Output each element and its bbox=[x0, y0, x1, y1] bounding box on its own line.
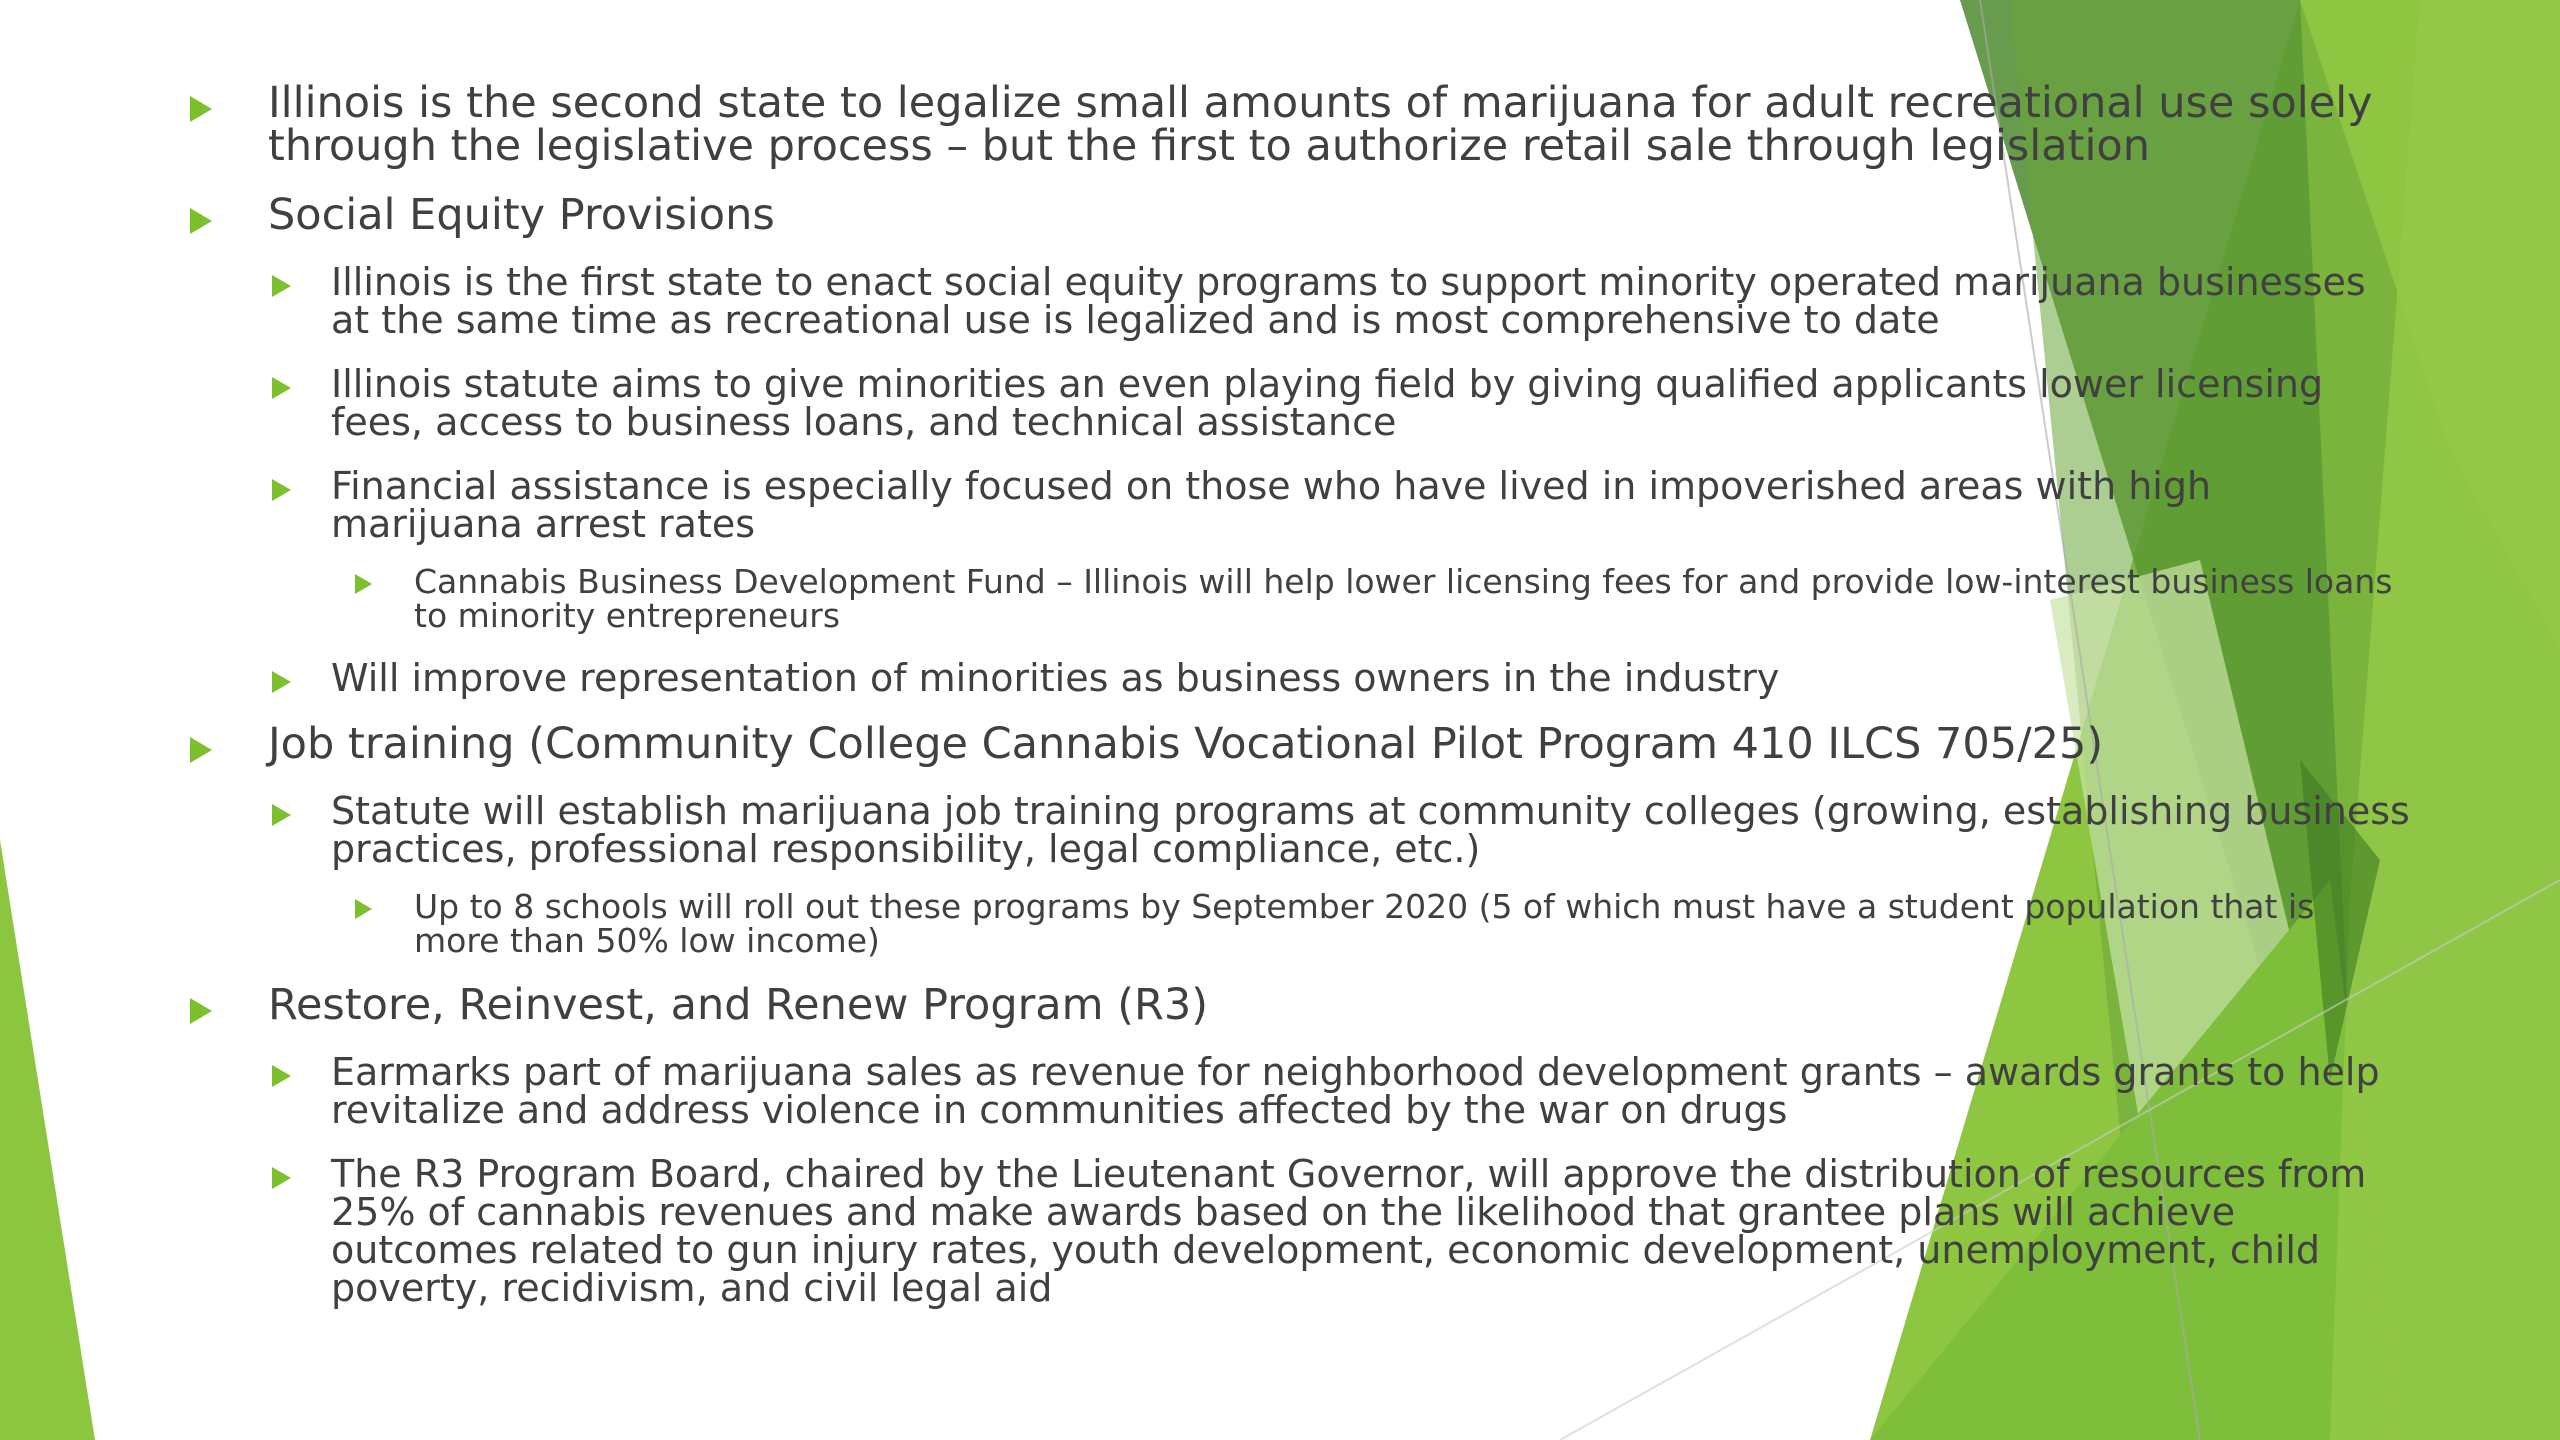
sub-bullet-item bbox=[272, 789, 2410, 871]
sub-bullet-item bbox=[272, 1152, 2410, 1310]
sub-bullet-item bbox=[272, 1050, 2410, 1132]
sub-sub-bullet-item bbox=[355, 887, 2410, 960]
bullet-text: Illinois is the first state to enact social equity programs to support minority operated marijuana businesses at the same time as recreational use is legalized and is most comprehensive to date bbox=[331, 260, 2366, 342]
sub-bullet-item bbox=[272, 260, 2410, 342]
bullet-text: Illinois statute aims to give minorities an even playing field by giving qualified applicants lower licensing fees, access to business loans, and technical assistance bbox=[331, 362, 2324, 444]
bullet-text: Earmarks part of marijuana sales as revenue for neighborhood development grants – awards grants to help revitalize and address violence in communities affected by the war on drugs bbox=[331, 1050, 2380, 1132]
triangle-bullet-icon bbox=[190, 998, 212, 1024]
triangle-bullet-icon bbox=[355, 899, 372, 919]
sub-bullet-item bbox=[272, 656, 2410, 700]
bullet-text: Cannabis Business Development Fund – Illinois will help lower licensing fees for and provide low-interest business loans to minority entrepreneurs bbox=[414, 562, 2393, 635]
bullet-text: Financial assistance is especially focused on those who have lived in impoverished areas with high marijuana arrest rates bbox=[331, 464, 2212, 546]
sub-sub-bullet-item bbox=[355, 562, 2410, 635]
bullet-text: Up to 8 schools will roll out these programs by September 2020 (5 of which must have a student population that is more than 50% low income) bbox=[414, 887, 2315, 960]
triangle-bullet-icon bbox=[190, 96, 212, 122]
bullet-item bbox=[190, 719, 2410, 769]
triangle-bullet-icon bbox=[355, 574, 372, 594]
triangle-bullet-icon bbox=[272, 377, 291, 399]
triangle-bullet-icon bbox=[272, 804, 291, 826]
triangle-bullet-icon bbox=[190, 737, 212, 763]
triangle-bullet-icon bbox=[272, 275, 291, 297]
bullet-item bbox=[190, 980, 2410, 1030]
left-edge-facet bbox=[0, 840, 95, 1440]
triangle-bullet-icon bbox=[272, 1065, 291, 1087]
bullet-text: Social Equity Provisions bbox=[268, 190, 775, 240]
bullet-text: Restore, Reinvest, and Renew Program (R3) bbox=[268, 980, 1208, 1030]
bullet-item bbox=[190, 78, 2410, 171]
bullet-text: The R3 Program Board, chaired by the Lieutenant Governor, will approve the distribution of resources from 25% of cannabis revenues and make awards based on the likelihood that grantee plans will achieve outcomes related to gun injury rates, youth development, economic development, unemployment, child poverty, recidivism, and civil legal aid bbox=[331, 1152, 2367, 1310]
bullet-text: Illinois is the second state to legalize small amounts of marijuana for adult recreational use solely through the legislative process – but the first to authorize retail sale through legislation bbox=[268, 78, 2373, 171]
bullet-text: Will improve representation of minorities as business owners in the industry bbox=[331, 656, 1780, 700]
bullet-item bbox=[190, 190, 2410, 240]
sub-bullet-item bbox=[272, 464, 2410, 546]
triangle-bullet-icon bbox=[190, 208, 212, 234]
triangle-bullet-icon bbox=[272, 671, 291, 693]
bullet-list bbox=[190, 78, 2410, 1310]
triangle-bullet-icon bbox=[272, 1167, 291, 1189]
sub-bullet-item bbox=[272, 362, 2410, 444]
triangle-bullet-icon bbox=[272, 479, 291, 501]
bullet-text: Job training (Community College Cannabis Vocational Pilot Program 410 ILCS 705/25) bbox=[268, 719, 2104, 769]
bullet-text: Statute will establish marijuana job training programs at community colleges (growing, establishing business practices, professional responsibility, legal compliance, etc.) bbox=[331, 789, 2410, 871]
